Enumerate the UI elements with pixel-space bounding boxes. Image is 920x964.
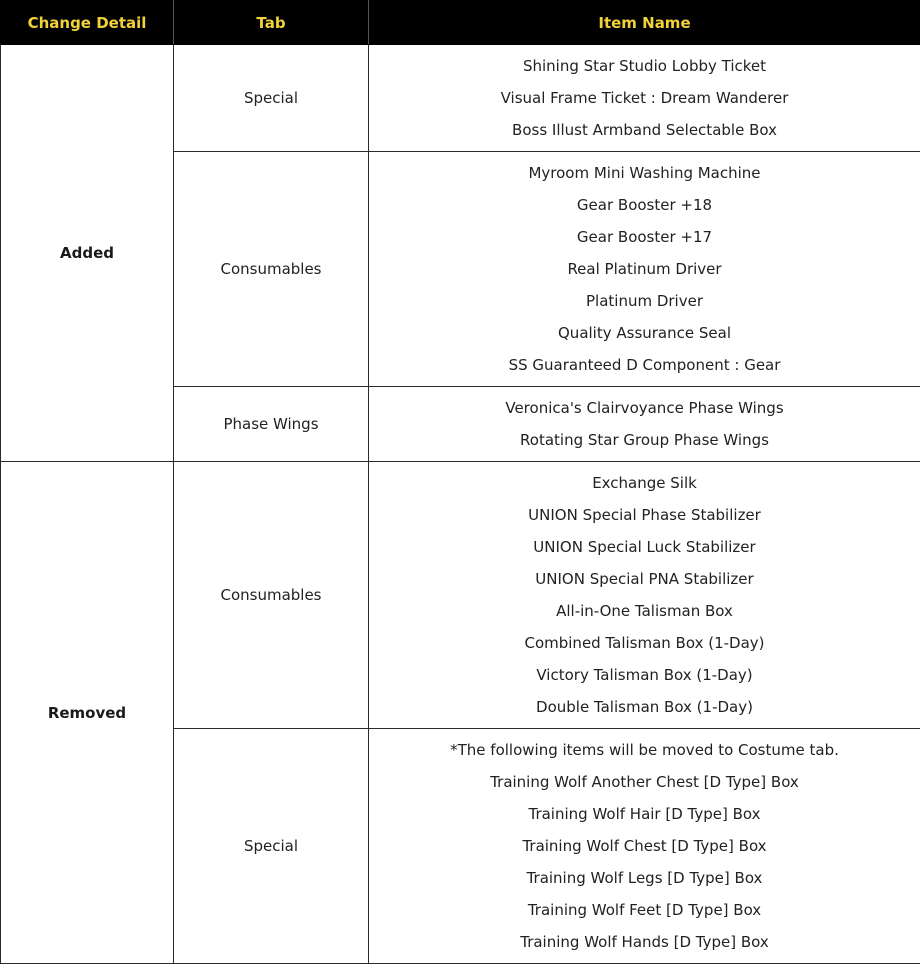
item-name: Training Wolf Hands [D Type] Box: [369, 926, 920, 958]
tab-cell: Special: [174, 729, 369, 964]
item-name: UNION Special PNA Stabilizer: [369, 563, 920, 595]
item-name: Victory Talisman Box (1-Day): [369, 659, 920, 691]
header-change-detail: Change Detail: [1, 1, 174, 45]
item-name: Gear Booster +18: [369, 189, 920, 221]
tab-cell: Consumables: [174, 462, 369, 729]
header-item-name: Item Name: [369, 1, 920, 45]
item-names-cell: [369, 387, 920, 462]
item-name: All-in-One Talisman Box: [369, 595, 920, 627]
item-name: Rotating Star Group Phase Wings: [369, 424, 920, 456]
item-name: Myroom Mini Washing Machine: [369, 157, 920, 189]
item-name: UNION Special Phase Stabilizer: [369, 499, 920, 531]
item-names-cell: [369, 45, 920, 152]
table-header-row: [1, 1, 920, 45]
item-name: Exchange Silk: [369, 467, 920, 499]
item-names-cell: [369, 729, 920, 964]
item-name: Real Platinum Driver: [369, 253, 920, 285]
item-name: Visual Frame Ticket : Dream Wanderer: [369, 82, 920, 114]
item-name: Veronica's Clairvoyance Phase Wings: [369, 392, 920, 424]
item-name: Training Wolf Legs [D Type] Box: [369, 862, 920, 894]
item-name: Combined Talisman Box (1-Day): [369, 627, 920, 659]
item-name: Training Wolf Another Chest [D Type] Box: [369, 766, 920, 798]
tab-cell: Phase Wings: [174, 387, 369, 462]
header-tab: Tab: [174, 1, 369, 45]
table-body: [1, 45, 920, 964]
item-name: Gear Booster +17: [369, 221, 920, 253]
item-name: UNION Special Luck Stabilizer: [369, 531, 920, 563]
change-detail-cell: Removed: [1, 462, 174, 964]
tab-cell: Consumables: [174, 152, 369, 387]
item-name: Training Wolf Feet [D Type] Box: [369, 894, 920, 926]
item-name: Quality Assurance Seal: [369, 317, 920, 349]
item-name: Training Wolf Chest [D Type] Box: [369, 830, 920, 862]
item-name: SS Guaranteed D Component : Gear: [369, 349, 920, 381]
item-name: *The following items will be moved to Costume tab.: [369, 734, 920, 766]
item-names-cell: [369, 152, 920, 387]
item-name: Platinum Driver: [369, 285, 920, 317]
table-row: [1, 462, 920, 729]
item-name: Training Wolf Hair [D Type] Box: [369, 798, 920, 830]
table-row: [1, 45, 920, 152]
item-name: Boss Illust Armband Selectable Box: [369, 114, 920, 146]
tab-cell: Special: [174, 45, 369, 152]
item-names-cell: [369, 462, 920, 729]
item-name: Double Talisman Box (1-Day): [369, 691, 920, 723]
change-detail-cell: Added: [1, 45, 174, 462]
item-name: Shining Star Studio Lobby Ticket: [369, 50, 920, 82]
